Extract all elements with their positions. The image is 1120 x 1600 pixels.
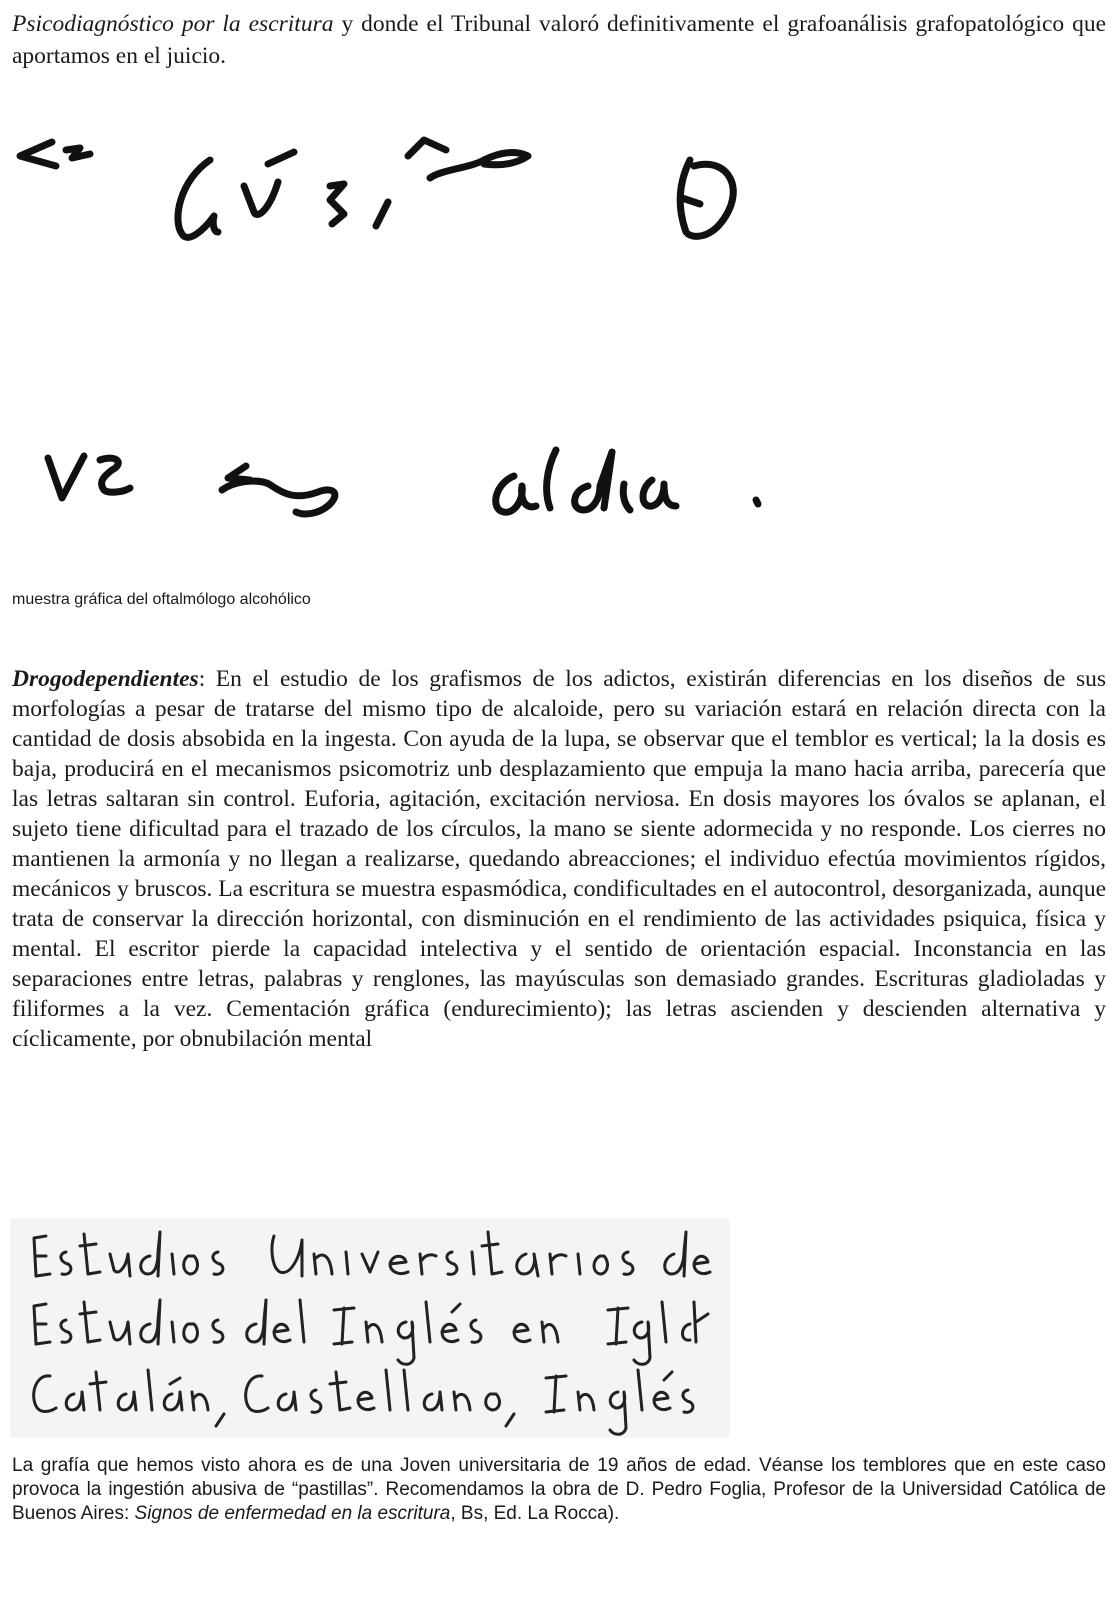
book-title: Psicodiagnóstico por la escritura: [12, 11, 334, 37]
sample-2-caption: [12, 1454, 1106, 1526]
drogodependientes-paragraph: [12, 664, 1106, 1054]
intro-text: y donde el Tribunal valoró definitivamente el grafoanálisis grafopatológico que aportamos en el juicio.: [12, 11, 1107, 69]
intro-paragraph: [12, 8, 1106, 72]
caption-tail: , Bs, Ed. La Rocca).: [450, 1503, 620, 1524]
handwriting-sample-1-line-2: [0, 430, 1120, 550]
section-heading: Drogodependientes: [12, 666, 199, 692]
sample-1-caption: muestra gráfica del oftalmólogo alcohólico: [12, 591, 311, 608]
caption-text: La grafía que hemos visto ahora es de una Joven universitaria de 19 años de edad. Véanse los temblores que en este caso provoca la ingestión abusiva de “pastillas”. Recomendamos la obra de D. Pedro Foglia, Profesor de la Universidad Católica de Buenos Aires:: [12, 1455, 1106, 1524]
section-text: En el estudio de los grafismos de los adictos, existirán diferencias en los diseños de sus morfologías a pesar de tratarse del mismo tipo de alcaloide, pero su variación estará en relación directa con la cantidad de dosis absobida en la ingesta. Con ayuda de la lupa, se observar que el temblor es vertical; la la dosis es baja, producirá en el mecanismos psicomotriz unb desplazamiento que empuja la mano hacia arriba, parecería que las letras saltaran sin control. Euforia, agitación, excitación nerviosa. En dosis mayores los óvalos se aplanan, el sujeto tiene dificultad para el trazado de los círculos, la mano se siente adormecida y no responde. Los cierres no mantienen la armonía y no llegan a realizarse, quedando abreacciones; el individuo efectúa movimientos rígidos, mecánicos y bruscos. La escritura se muestra espasmódica, condificultades en el autocontrol, desorganizada, aunque trata de conservar la dirección horizontal, con disminución en el rendimiento de las actividades psiquica, física y mental. El escritor pierde la capacidad intelectiva y el sentido de orientación espacial. Inconstancia en las separaciones entre letras, palabras y renglones, las mayúsculas son demasiado grandes. Escrituras gladioladas y filiformes a la vez. Cementación gráfica (endurecimiento); las letras ascienden y descienden alternativa y cíclicamente, por obnubilación mental: [12, 666, 1106, 1052]
handwriting-sample-1-line-1: [0, 120, 1120, 280]
recommended-book-title: Signos de enfermedad en la escritura: [134, 1503, 451, 1524]
heading-colon: :: [198, 666, 206, 692]
handwriting-sample-2: [10, 1218, 730, 1438]
